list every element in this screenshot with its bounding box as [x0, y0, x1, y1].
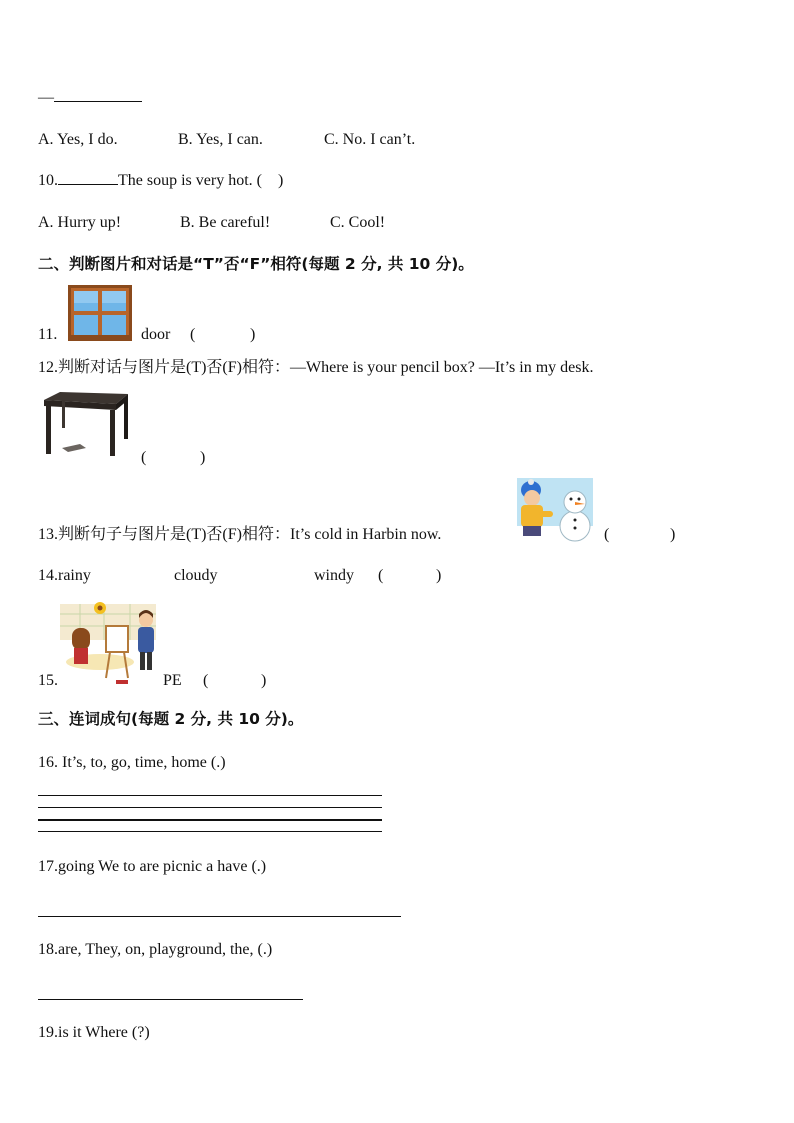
q13-paren-close: ) — [670, 526, 676, 543]
q10-option-c: C. Cool! — [330, 214, 386, 231]
q15-number: 15. — [38, 672, 58, 689]
q14-paren-open: ( — [378, 567, 384, 584]
q19-prompt: 19.is it Where (?) — [38, 1024, 150, 1041]
q10-option-b: B. Be careful! — [180, 214, 271, 231]
snowman-icon — [517, 478, 593, 544]
q11-word: door — [141, 326, 171, 343]
q12-paren-close: ) — [200, 449, 206, 466]
q16-answer-line-1[interactable] — [38, 795, 382, 796]
q11-paren-close: ) — [250, 326, 256, 343]
q16-answer-line-3[interactable] — [38, 819, 382, 821]
q17-answer-line[interactable] — [38, 916, 401, 917]
q10-blank[interactable] — [58, 184, 118, 185]
q11-number: 11. — [38, 326, 58, 343]
q11-paren-open: ( — [190, 326, 196, 343]
q15-paren-open: ( — [203, 672, 209, 689]
q9-blank[interactable] — [54, 101, 142, 102]
q12-question: 12.判断对话与图片是(T)否(F)相符：—Where is your pencil box? —It’s in my desk. — [38, 359, 594, 376]
q13-question: 13.判断句子与图片是(T)否(F)相符：It’s cold in Harbin now. — [38, 526, 442, 543]
section3-heading: 三、连词成句(每题 2 分, 共 10 分)。 — [38, 710, 304, 728]
q16-answer-line-2[interactable] — [38, 807, 382, 808]
q15-paren-close: ) — [261, 672, 267, 689]
q16-prompt: 16. It’s, to, go, time, home (.) — [38, 754, 226, 771]
q17-prompt: 17.going We to are picnic a have (.) — [38, 858, 267, 875]
q9-option-c: C. No. I can’t. — [324, 131, 416, 148]
q14-word-cloudy: cloudy — [174, 567, 218, 584]
q10-option-a: A. Hurry up! — [38, 214, 122, 231]
q9-option-a: A. Yes, I do. — [38, 131, 118, 148]
q10-text: The soup is very hot. ( — [118, 172, 262, 189]
q9-dash: — — [38, 89, 54, 106]
q14-word-windy: windy — [314, 567, 354, 584]
desk-icon — [40, 390, 130, 460]
art-class-icon — [60, 600, 160, 688]
q15-word: PE — [163, 672, 182, 689]
q16-answer-line-4[interactable] — [38, 831, 382, 832]
q14-word-rainy: 14.rainy — [38, 567, 91, 584]
q14-paren-close: ) — [436, 567, 442, 584]
q18-answer-line[interactable] — [38, 999, 303, 1000]
window-icon — [68, 285, 132, 341]
q18-prompt: 18.are, They, on, playground, the, (.) — [38, 941, 273, 958]
q13-paren-open: ( — [604, 526, 610, 543]
section2-heading: 二、判断图片和对话是“T”否“F”相符(每题 2 分, 共 10 分)。 — [38, 255, 474, 273]
q9-answer-line — [38, 88, 142, 108]
q9-option-b: B. Yes, I can. — [178, 131, 263, 148]
q12-paren-open: ( — [141, 449, 147, 466]
q10-question — [38, 171, 283, 191]
q10-number: 10. — [38, 172, 58, 189]
q10-close: ) — [277, 172, 284, 189]
